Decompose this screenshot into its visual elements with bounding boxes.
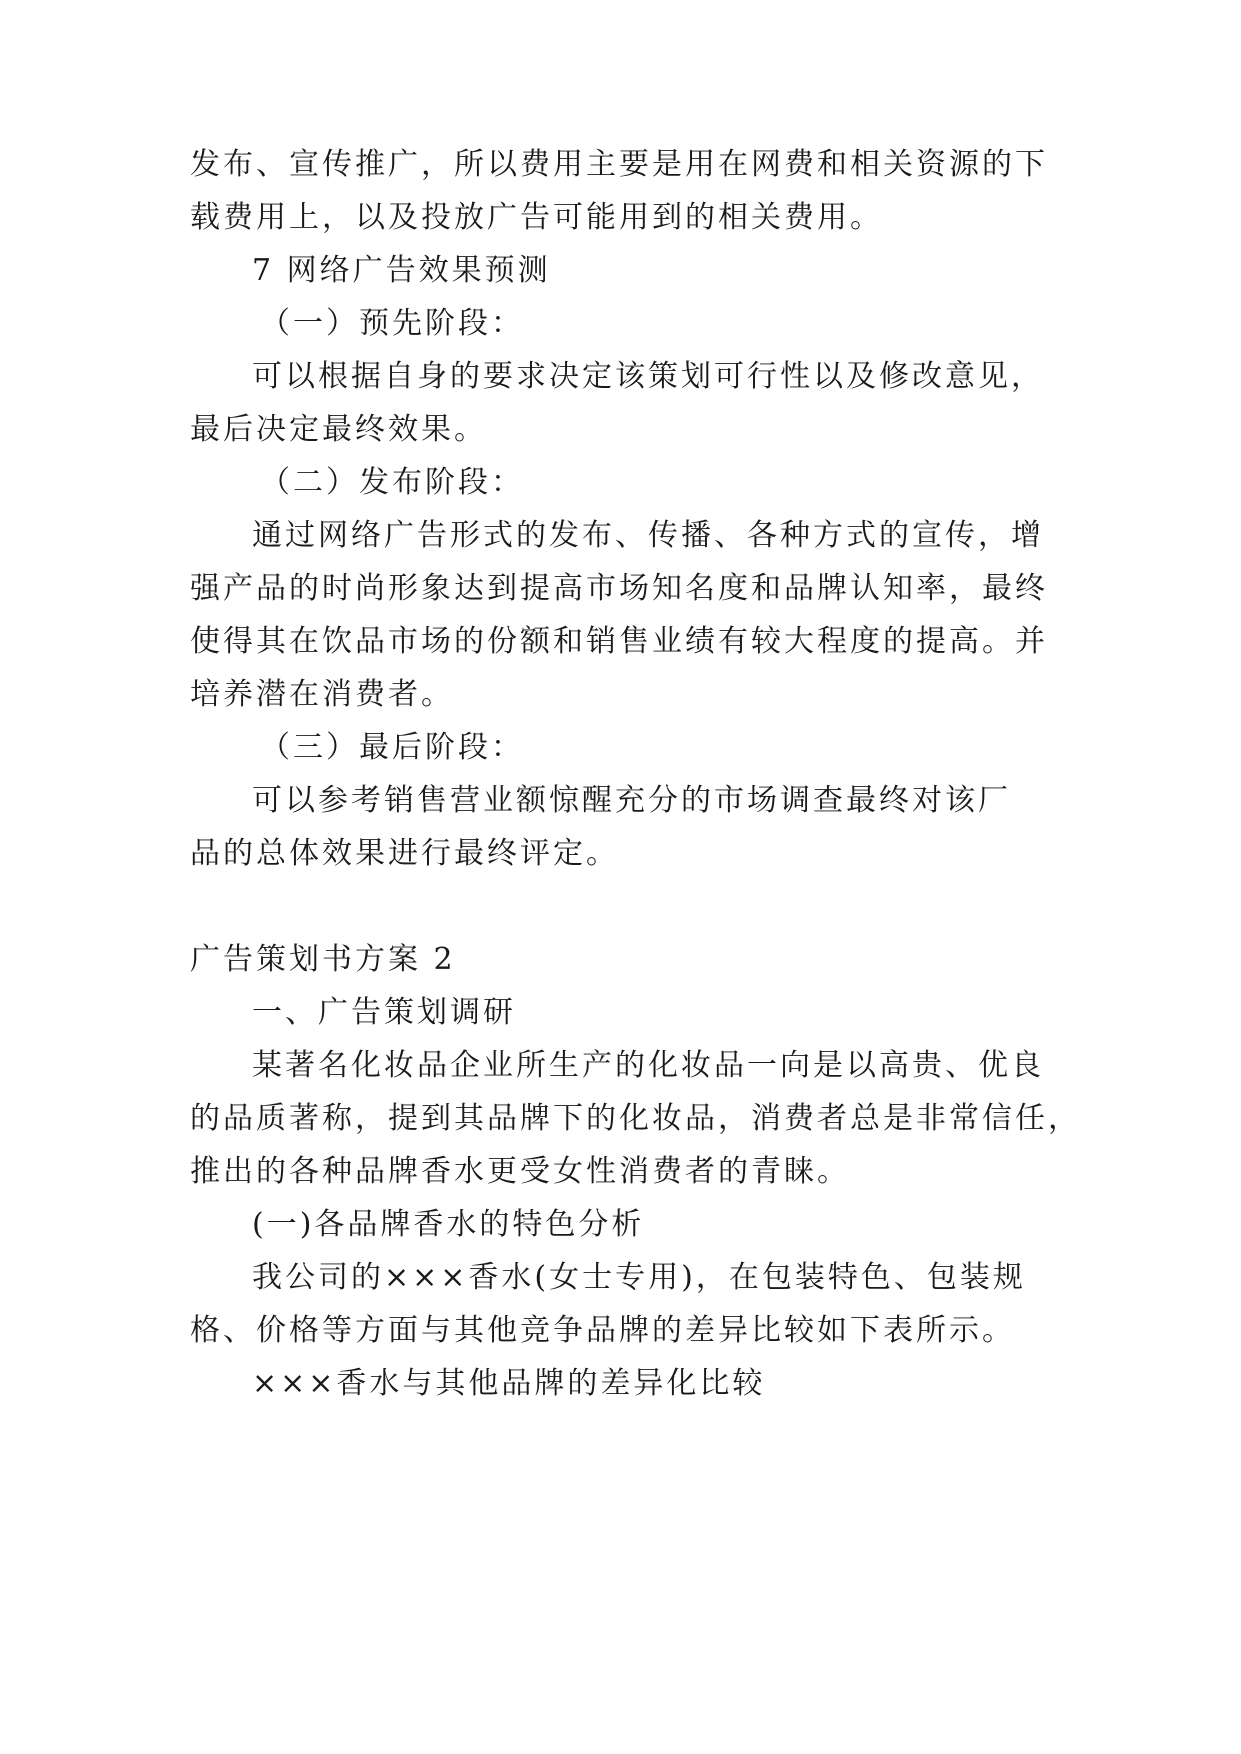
- paragraph-line: 可以根据自身的要求决定该策划可行性以及修改意见，: [252, 359, 1044, 394]
- paragraph-line: 培养潜在消费者。: [190, 677, 454, 712]
- paragraph-line: 发布、宣传推广，所以费用主要是用在网费和相关资源的下: [190, 147, 1048, 182]
- section-heading: 7 网络广告效果预测: [252, 253, 551, 288]
- paragraph-line: 我公司的×××香水(女士专用)，在包装特色、包装规: [252, 1260, 1026, 1295]
- table-caption: ×××香水与其他品牌的差异化比较: [252, 1366, 766, 1401]
- paragraph-line: 的品质著称，提到其品牌下的化妆品，消费者总是非常信任，: [190, 1101, 1081, 1136]
- subsection-heading: （一）预先阶段：: [260, 306, 524, 341]
- document-title: 广告策划书方案 2: [190, 942, 456, 977]
- paragraph-line: 载费用上，以及投放广告可能用到的相关费用。: [190, 200, 883, 235]
- paragraph-line: 格、价格等方面与其他竞争品牌的差异比较如下表所示。: [190, 1313, 1015, 1348]
- paragraph-line: 通过网络广告形式的发布、传播、各种方式的宣传，增: [252, 518, 1044, 553]
- subsection-heading: (一)各品牌香水的特色分析: [252, 1207, 645, 1242]
- paragraph-line: 使得其在饮品市场的份额和销售业绩有较大程度的提高。并: [190, 624, 1048, 659]
- paragraph-line: 某著名化妆品企业所生产的化妆品一向是以高贵、优良: [252, 1048, 1044, 1083]
- subsection-heading: （三）最后阶段：: [260, 730, 524, 765]
- paragraph-line: 品的总体效果进行最终评定。: [190, 836, 619, 871]
- section-heading: 一、广告策划调研: [252, 995, 516, 1030]
- paragraph-line: 推出的各种品牌香水更受女性消费者的青睐。: [190, 1154, 850, 1189]
- paragraph-line: 可以参考销售营业额惊醒充分的市场调查最终对该厂: [252, 783, 1011, 818]
- subsection-heading: （二）发布阶段：: [260, 465, 524, 500]
- paragraph-line: 最后决定最终效果。: [190, 412, 487, 447]
- paragraph-line: 强产品的时尚形象达到提高市场知名度和品牌认知率，最终: [190, 571, 1048, 606]
